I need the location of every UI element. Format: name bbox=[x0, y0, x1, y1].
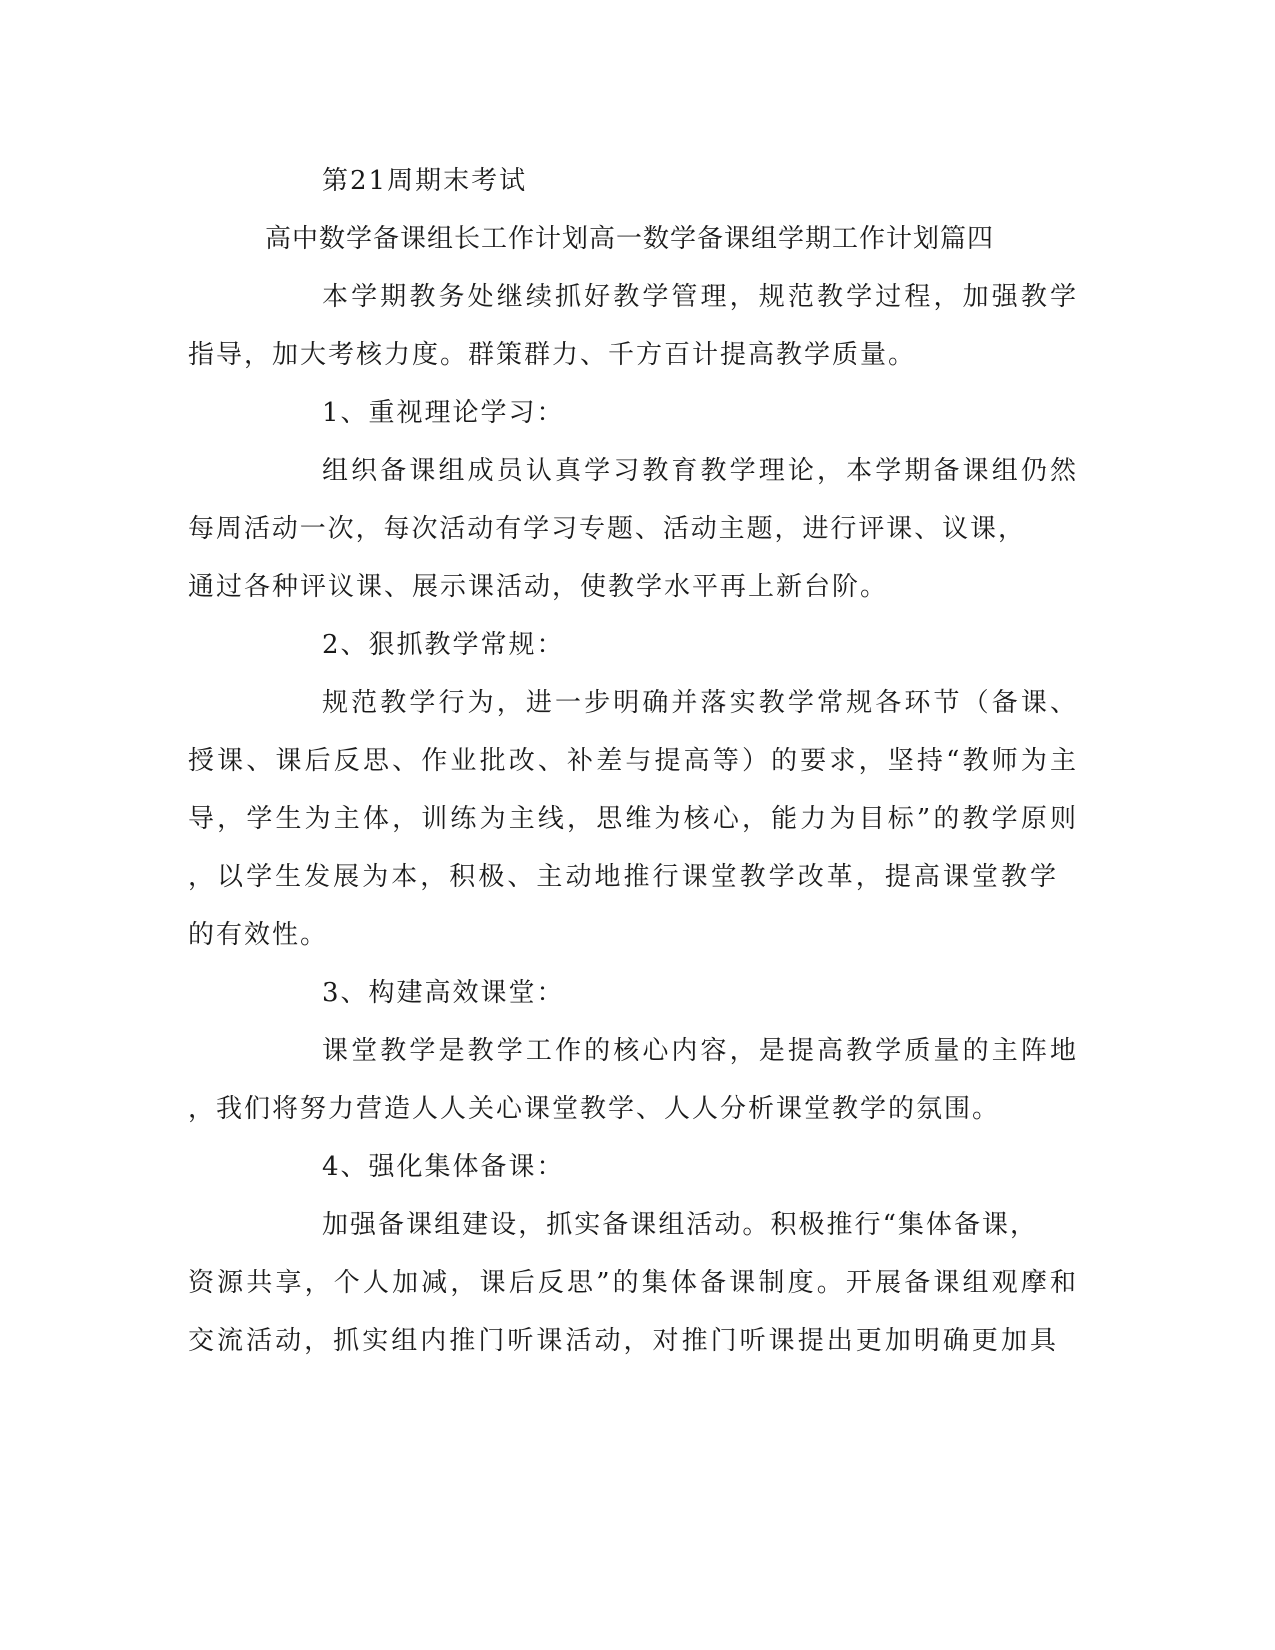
section-2-line-2: 授课、课后反思、作业批改、补差与提高等）的要求，坚持“教师为主 bbox=[188, 746, 1076, 776]
section-2-line-3: 导，学生为主体，训练为主线，思维为核心，能力为目标”的教学原则 bbox=[188, 804, 1076, 834]
section-heading-4: 4、强化集体备课： bbox=[322, 1152, 565, 1182]
section-3-line-1: 课堂教学是教学工作的核心内容，是提高教学质量的主阵地 bbox=[322, 1036, 1076, 1066]
section-1-line-2: 每周活动一次，每次活动有学习专题、活动主题，进行评课、议课， bbox=[188, 514, 1024, 544]
section-1-line-1: 组织备课组成员认真学习教育教学理论，本学期备课组仍然 bbox=[322, 456, 1076, 486]
section-heading-2: 2、狠抓教学常规： bbox=[322, 630, 565, 660]
section-4-line-2: 资源共享，个人加减，课后反思”的集体备课制度。开展备课组观摩和 bbox=[188, 1268, 1076, 1298]
section-4-line-3: 交流活动，抓实组内推门听课活动，对推门听课提出更加明确更加具 bbox=[188, 1326, 1056, 1356]
section-2-line-5: 的有效性。 bbox=[188, 920, 329, 950]
section-2-line-4: ，以学生发展为本，积极、主动地推行课堂教学改革，提高课堂教学 bbox=[188, 862, 1056, 892]
section-4-line-1: 加强备课组建设，抓实备课组活动。积极推行“集体备课， bbox=[322, 1210, 1036, 1240]
intro-line-1: 本学期教务处继续抓好教学管理，规范教学过程，加强教学 bbox=[322, 282, 1076, 312]
section-1-line-3: 通过各种评议课、展示课活动，使教学水平再上新台阶。 bbox=[188, 572, 889, 602]
section-heading-1: 1、重视理论学习： bbox=[322, 398, 565, 428]
intro-line-2: 指导，加大考核力度。群策群力、千方百计提高教学质量。 bbox=[188, 340, 917, 370]
document-title: 高中数学备课组长工作计划高一数学备课组学期工作计划篇四 bbox=[265, 224, 995, 254]
section-3-line-2: ，我们将努力营造人人关心课堂教学、人人分析课堂教学的氛围。 bbox=[188, 1094, 1001, 1124]
heading-week-21: 第21周期末考试 bbox=[322, 166, 528, 196]
section-2-line-1: 规范教学行为，进一步明确并落实教学常规各环节（备课、 bbox=[322, 688, 1076, 718]
section-heading-3: 3、构建高效课堂： bbox=[322, 978, 565, 1008]
